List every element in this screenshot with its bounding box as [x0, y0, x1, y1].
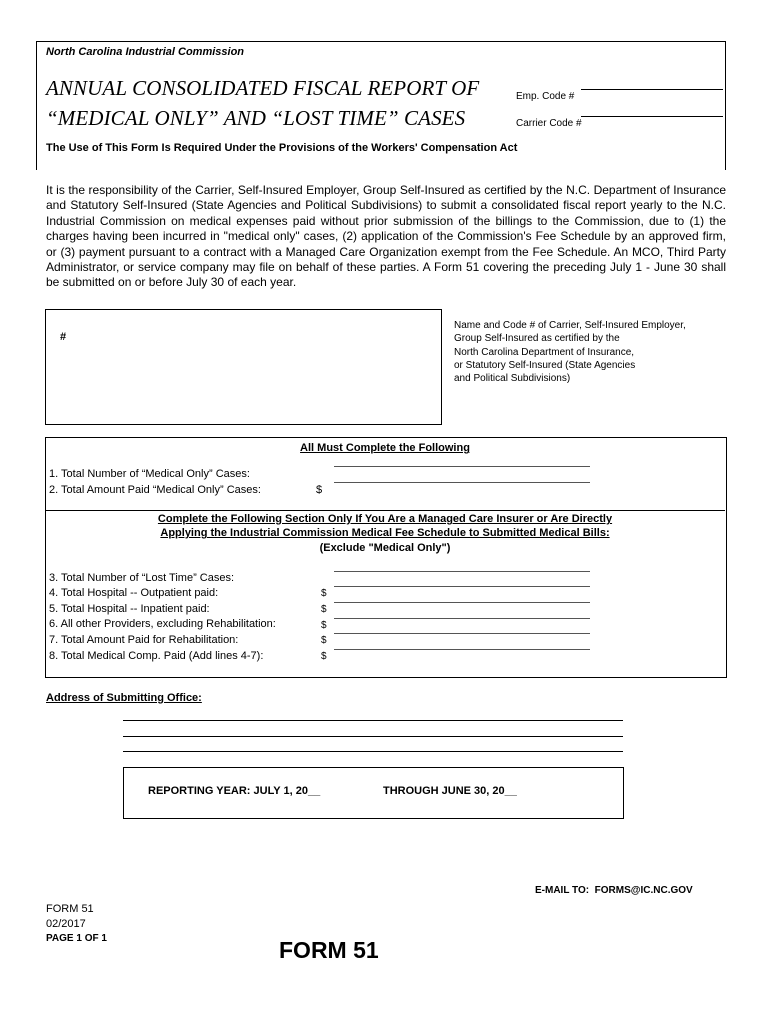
item-2-currency: $: [316, 484, 323, 496]
form-title-line2: “MEDICAL ONLY” AND “LOST TIME” CASES: [46, 106, 466, 130]
item-7-currency: $: [321, 635, 327, 646]
address-label: Address of Submitting Office:: [46, 692, 202, 704]
required-notice: The Use of This Form Is Required Under the Provisions of the Workers' Compensation Act: [46, 142, 518, 154]
item-6-field[interactable]: [334, 618, 590, 619]
item-4-label: 4. Total Hospital -- Outpatient paid:: [49, 587, 219, 599]
item-1-label: 1. Total Number of “Medical Only” Cases:: [49, 468, 250, 480]
section2-heading-line3: (Exclude "Medical Only"): [319, 542, 451, 554]
section2-heading-line2: Applying the Industrial Commission Medical Fee Schedule to Submitted Medical Bills:: [160, 527, 610, 539]
emp-code-field[interactable]: [581, 89, 723, 90]
section1-heading: All Must Complete the Following: [300, 442, 470, 454]
item-8-field[interactable]: [334, 649, 590, 650]
item-1-field[interactable]: [334, 466, 590, 467]
reporting-year-start[interactable]: REPORTING YEAR: JULY 1, 20__: [148, 785, 321, 797]
reporting-year-end[interactable]: THROUGH JUNE 30, 20__: [383, 785, 517, 797]
item-7-label: 7. Total Amount Paid for Rehabilitation:: [49, 634, 239, 646]
footer-form-number: FORM 51: [46, 903, 94, 915]
carrier-hash: #: [60, 331, 67, 343]
item-5-label: 5. Total Hospital -- Inpatient paid:: [49, 603, 210, 615]
footer-revision-date: 02/2017: [46, 918, 86, 930]
section-divider: [45, 510, 725, 511]
carrier-code-field[interactable]: [581, 116, 723, 117]
carrier-description: [454, 319, 744, 385]
item-8-label: 8. Total Medical Comp. Paid (Add lines 4-7):: [49, 650, 264, 662]
item-3-label: 3. Total Number of “Lost Time” Cases:: [49, 572, 235, 584]
email-address[interactable]: FORMS@IC.NC.GOV: [594, 885, 693, 896]
address-line-3[interactable]: [123, 751, 623, 752]
section2-heading-line1: Complete the Following Section Only If You Are a Managed Care Insurer or Are Directly: [157, 513, 613, 525]
item-5-currency: $: [321, 604, 327, 615]
carrier-code-label: Carrier Code #: [516, 118, 582, 129]
item-6-currency: $: [321, 620, 327, 631]
item-2-label: 2. Total Amount Paid “Medical Only” Cases:: [49, 484, 261, 496]
carrier-desc-line: North Carolina Department of Insurance,: [454, 346, 635, 358]
footer-page-number: PAGE 1 OF 1: [46, 933, 107, 944]
address-line-2[interactable]: [123, 736, 623, 737]
email-line: [535, 885, 693, 896]
agency-name: North Carolina Industrial Commission: [46, 46, 245, 58]
carrier-desc-line: Group Self-Insured as certified by the: [454, 333, 620, 345]
item-5-field[interactable]: [334, 602, 590, 603]
intro-paragraph: It is the responsibility of the Carrier, Self-Insured Employer, Group Self-Insured as certified by the N.C. Department of Insurance and Statutory Self-Insured (State Agencies and Political Subdivisions) to submit a consolidated fiscal report yearly to the N.C. Industrial Commission on medical expenses paid without prior submission of the billings to the Commission, due to (1) the charges having been incurred in "medical only" cases, (2) application of the Commission's Fee Schedule by an approved firm, or (3) payment pursuant to a contract with a Managed Care Organization exempt from the Fee Schedule. An MCO, Third Party Administrator, or service company may file on behalf of these parties. A Form 51 covering the preceding July 1 - June 30 shall be submitted on or before July 30 of each year.: [46, 183, 726, 290]
item-6-label: 6. All other Providers, excluding Rehabilitation:: [49, 618, 276, 630]
address-line-1[interactable]: [123, 720, 623, 721]
item-4-field[interactable]: [334, 586, 590, 587]
form-title-line1: ANNUAL CONSOLIDATED FISCAL REPORT OF: [46, 76, 480, 100]
item-4-currency: $: [321, 588, 327, 599]
emp-code-label: Emp. Code #: [516, 91, 575, 102]
email-label: E-MAIL TO:: [535, 885, 590, 896]
carrier-desc-line: and Political Subdivisions): [454, 373, 571, 385]
carrier-desc-line: or Statutory Self-Insured (State Agencies: [454, 359, 636, 371]
item-7-field[interactable]: [334, 633, 590, 634]
item-8-currency: $: [321, 651, 327, 662]
item-3-field[interactable]: [334, 571, 590, 572]
carrier-name-field[interactable]: [45, 309, 442, 425]
item-2-field[interactable]: [334, 482, 590, 483]
footer-form-title: FORM 51: [279, 937, 379, 963]
carrier-desc-line: Name and Code # of Carrier, Self-Insured Employer,: [454, 320, 686, 331]
